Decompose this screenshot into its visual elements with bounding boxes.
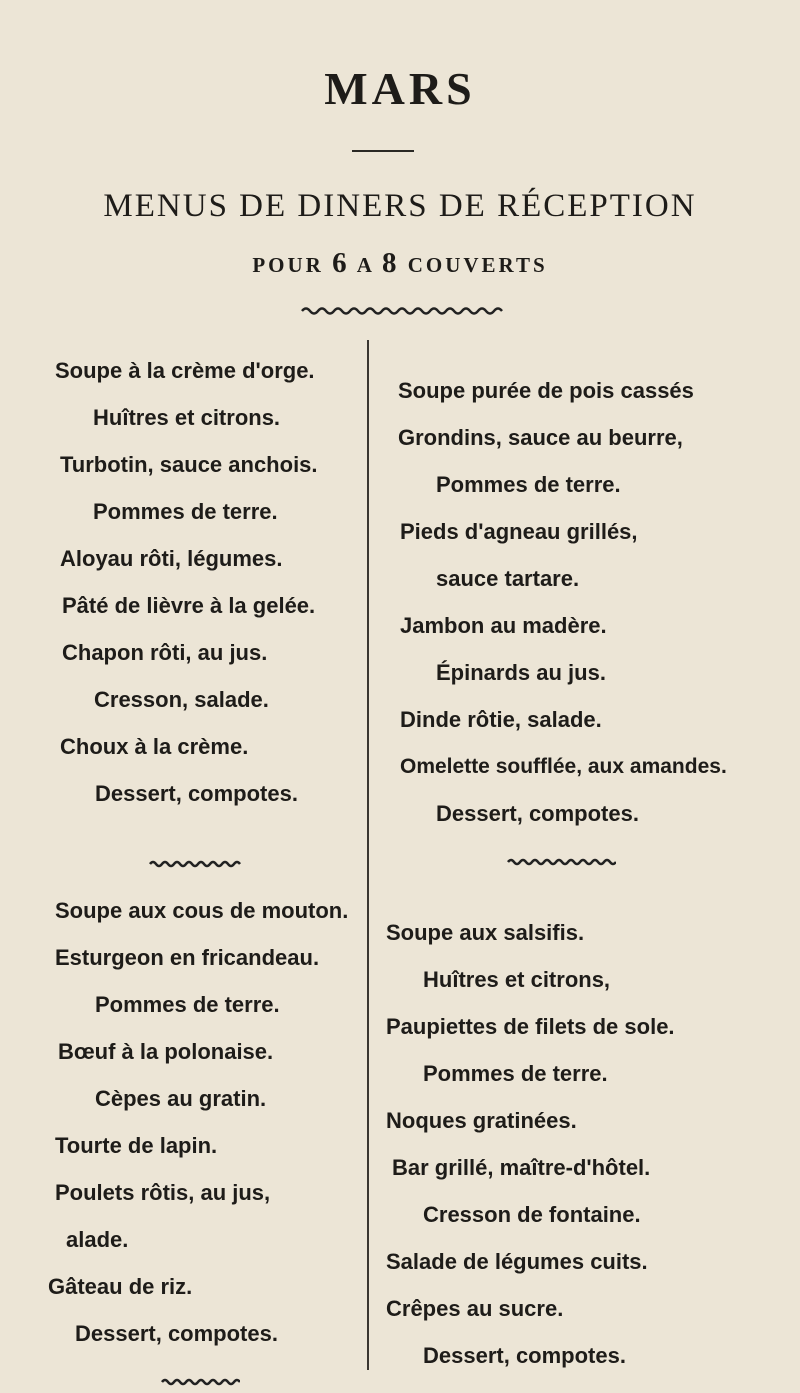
menu-item: Gâteau de riz.: [48, 1274, 193, 1299]
menu-item: Soupe aux cous de mouton.: [55, 898, 349, 923]
menu-item: Tourte de lapin.: [55, 1133, 218, 1158]
menu-item: Soupe purée de pois cassés: [398, 378, 694, 403]
covers-pour: POUR: [252, 253, 324, 277]
menu-item: Jambon au madère.: [400, 613, 607, 638]
menu-item: Dessert, compotes.: [75, 1321, 278, 1346]
menu-item: sauce tartare.: [436, 566, 580, 591]
menu-item: Cresson, salade.: [94, 687, 269, 712]
covers-couverts: COUVERTS: [407, 253, 548, 277]
menu-item: Noques gratinées.: [386, 1108, 577, 1133]
menu-item: Bar grillé, maître-d'hôtel.: [392, 1155, 651, 1180]
menu-item: Épinards au jus.: [436, 660, 606, 685]
menu-item: Cresson de fontaine.: [423, 1202, 641, 1227]
menu-item: Turbotin, sauce anchois.: [60, 452, 318, 477]
covers-eight: 8: [381, 247, 400, 279]
menu-item: Pommes de terre.: [423, 1061, 608, 1086]
menu-item: alade.: [66, 1227, 129, 1252]
ornament-left-1: [148, 858, 243, 868]
menu-item: Pommes de terre.: [436, 472, 621, 497]
covers-a: A: [356, 253, 374, 277]
menu-item: Aloyau rôti, légumes.: [60, 546, 283, 571]
menu-item: Dessert, compotes.: [436, 801, 639, 826]
menu-item: Pommes de terre.: [93, 499, 278, 524]
menu-item: Salade de légumes cuits.: [386, 1249, 648, 1274]
menu-item: Huîtres et citrons.: [93, 405, 281, 430]
menu-item: Dessert, compotes.: [423, 1343, 626, 1368]
menu-item: Dinde rôtie, salade.: [400, 707, 602, 732]
menu-item: Dessert, compotes.: [95, 781, 298, 806]
menu-item: Bœuf à la polonaise.: [58, 1039, 274, 1064]
menu-item: Grondins, sauce au beurre,: [398, 425, 683, 450]
menu-item: Pieds d'agneau grillés,: [400, 519, 638, 544]
menu-item: Pommes de terre.: [95, 992, 280, 1017]
covers-line: [0, 247, 800, 280]
menu-item: Soupe aux salsifis.: [386, 920, 585, 945]
menu-item: Huîtres et citrons,: [423, 967, 611, 992]
menu-item: Chapon rôti, au jus.: [62, 640, 268, 665]
ornament-right-1: [506, 856, 616, 866]
menu-item: Paupiettes de filets de sole.: [386, 1014, 675, 1039]
covers-six: 6: [332, 247, 350, 279]
menu-item: Crêpes au sucre.: [386, 1296, 564, 1321]
ornament-left-2: [160, 1376, 240, 1386]
page-subtitle: MENUS DE DINERS DE RÉCEPTION: [103, 188, 697, 224]
menu-item: Poulets rôtis, au jus,: [55, 1180, 271, 1205]
title-rule: [352, 150, 414, 152]
menu-item: Esturgeon en fricandeau.: [55, 945, 320, 970]
menu-item: Choux à la crème.: [60, 734, 249, 759]
menu-item: Soupe à la crème d'orge.: [55, 358, 315, 383]
page-title: MARS: [324, 63, 476, 114]
column-divider: [367, 340, 369, 1370]
ornament-header: [300, 303, 505, 315]
menu-item: Cèpes au gratin.: [95, 1086, 267, 1111]
menu-item: Omelette soufflée, aux amandes.: [400, 755, 727, 778]
menu-item: Pâté de lièvre à la gelée.: [62, 593, 316, 618]
